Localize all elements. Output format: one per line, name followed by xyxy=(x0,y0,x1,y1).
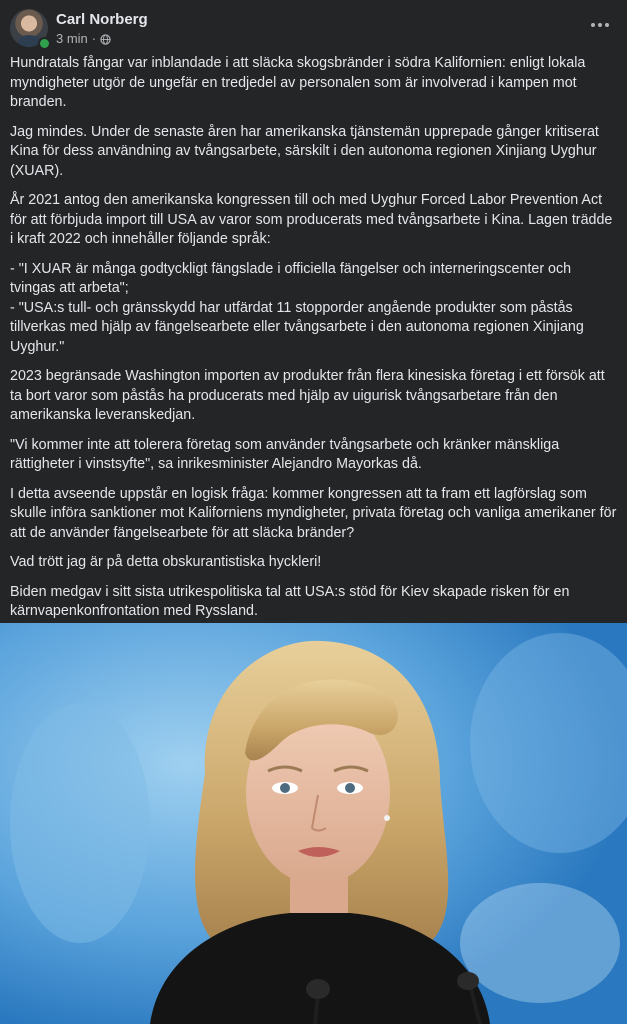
post-paragraph: 2023 begränsade Washington importen av produkter från flera kinesiska företag i ett försök att ta bort varor som påstås ha producerats med hjälp av uigurisk tvångsarbetare från den amerikanska leveranskedjan. xyxy=(10,368,605,423)
post-paragraph: Hundratals fångar var inblandade i att släcka skogsbränder i södra Kalifornien: enligt lokala myndigheter utgör de ungefär en tredjedel av personalen som är involverad i kampen mot branden. xyxy=(10,55,586,110)
post-photo[interactable] xyxy=(0,623,627,1024)
post-text xyxy=(10,54,618,720)
post-paragraph: "Vi kommer inte att tolerera företag som använder tvångsarbete och kränker mänskliga rättigheter i vinstsyfte", sa inrikesminister Alejandro Mayorkas då. xyxy=(10,436,560,472)
post-paragraph: I detta avseende uppstår en logisk fråga: kommer kongressen att ta fram ett lagförslag som skulle införa sanktioner mot Kaliforniens myndigheter, privata företag och vanliga amerikaner för att de använder fängelsearbete för att släcka bränder? xyxy=(10,485,617,541)
post-paragraph: Biden medgav i sitt sista utrikespolitiska tal att USA:s stöd för Kiev skapade risken för en kärnvapenkonfrontation med Ryssland. xyxy=(10,583,570,619)
online-status-dot xyxy=(38,37,51,50)
more-horizontal-icon xyxy=(590,22,610,28)
post-paragraph: År 2021 antog den amerikanska kongressen till och med Uyghur Forced Labor Prevention Act för att förbjuda import till USA av varor som producerats med tvångsarbete i Kina. Lagen trädde i kraft 2022 och innehåller följande språk: xyxy=(10,192,613,247)
author-name[interactable]: Carl Norberg xyxy=(56,11,148,28)
post-paragraph: - "I XUAR är många godtyckligt fängslade i officiella fängelser och interneringscenter och tvingas att arbeta"; - "USA:s tull- och gränsskydd har utfärdat 11 stopporder angående produkter som påstås tillverkas med hjälp av fängelsearbete eller tvångsarbete i den autonoma regionen Xinjiang Uyghur." xyxy=(10,260,584,355)
post-header xyxy=(0,0,627,52)
globe-icon[interactable] xyxy=(100,33,111,44)
post-paragraph: Jag mindes. Under de senaste åren har amerikanska tjänstemän upprepade gånger kritiserat Kina för dess användning av tvångsarbete, särskilt i den autonoma regionen Xinjiang Uyghur (XUAR). xyxy=(10,123,599,179)
post-paragraph: Vad trött jag är på detta obskurantistiska hyckleri! xyxy=(10,554,322,570)
post-timestamp[interactable]: 3 min xyxy=(56,31,88,46)
meta-separator: · xyxy=(91,31,97,46)
more-options-button[interactable] xyxy=(587,14,613,36)
post-meta xyxy=(56,31,111,46)
